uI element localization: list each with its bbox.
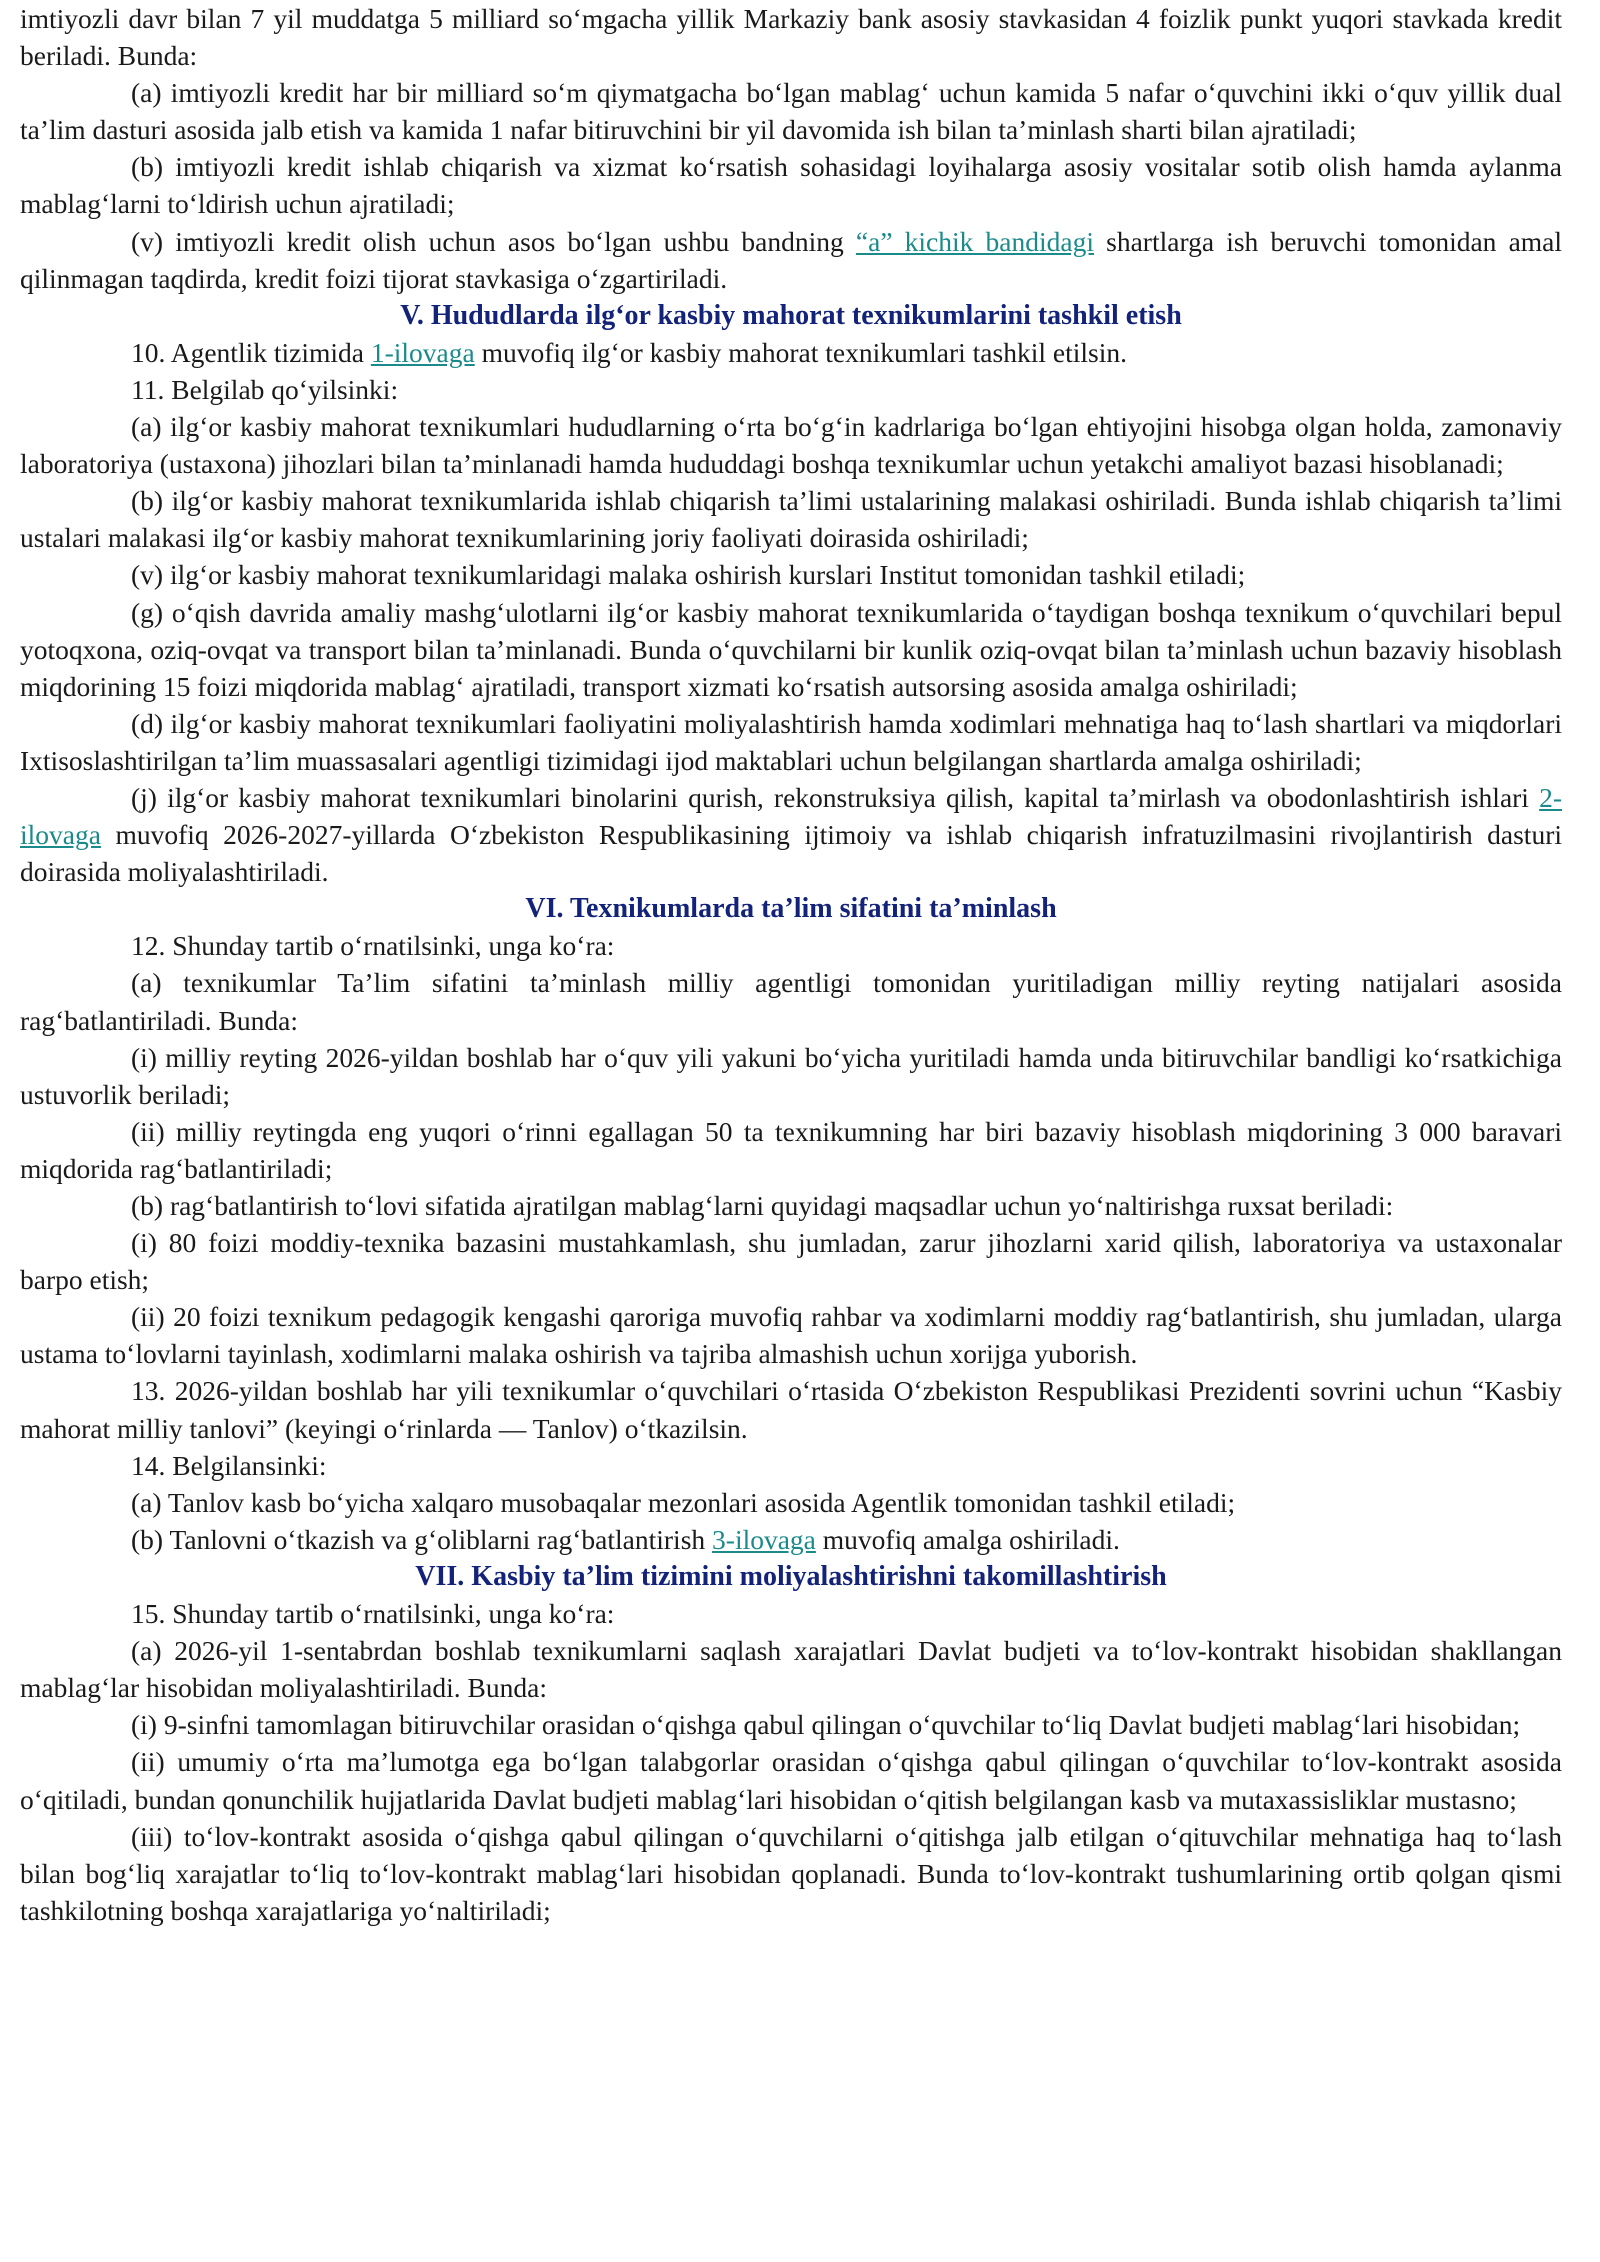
paragraph [20, 1521, 1562, 1558]
paragraph [20, 482, 1562, 556]
paragraph [20, 779, 1562, 890]
paragraph [20, 371, 1562, 408]
paragraph-text: muvofiq 2026-2027-yillarda O‘zbekiston Respublikasining ijtimoiy va ishlab chiqarish infratuzilmasini rivojlantirish dasturi doirasida moliyalashtiriladi. [20, 819, 1562, 888]
paragraph-text: 12. Shunday tartib o‘rnatilsinki, unga ko‘ra: [131, 930, 615, 962]
paragraph [20, 964, 1562, 1038]
section-heading: VI. Texnikumlarda ta’lim sifatini ta’minlash [525, 893, 1057, 925]
paragraph [20, 148, 1562, 222]
document-reference-link[interactable]: 2-ilovaga [20, 781, 1562, 851]
paragraph-text: (a) 2026-yil 1-sentabrdan boshlab texnikumlarni saqlash xarajatlari Davlat budjeti va to‘lov-kontrakt hisobidan shakllangan mablag‘lar hisobidan moliyalashtiriladi. Bunda: [20, 1635, 1562, 1704]
paragraph-text: 13. 2026-yildan boshlab har yili texnikumlar o‘quvchilari o‘rtasida O‘zbekiston Respublikasi Prezidenti sovrini uchun “Kasbiy mahorat milliy tanlovi” (keyingi o‘rinlarda — Tanlov) o‘tkazilsin. [20, 1375, 1562, 1444]
paragraph-text: (b) ilg‘or kasbiy mahorat texnikumlarida ishlab chiqarish ta’limi ustalarining malakasi oshiriladi. Bunda ishlab chiqarish ta’limi ustalari malakasi ilg‘or kasbiy mahorat texnikumlarining joriy faoliyati doirasida oshiriladi; [20, 485, 1562, 554]
paragraph [20, 1595, 1562, 1632]
paragraph-text: (a) Tanlov kasb bo‘yicha xalqaro musobaqalar mezonlari asosida Agentlik tomonidan tashkil etiladi; [131, 1486, 1236, 1518]
paragraph [20, 1372, 1562, 1446]
paragraph-text: imtiyozli davr bilan 7 yil muddatga 5 milliard so‘mgacha yillik Markaziy bank asosiy stavkasidan 4 foizlik punkt yuqori stavkada kredit beriladi. Bunda: [20, 3, 1562, 72]
paragraph [20, 1224, 1562, 1298]
paragraph-text: (b) imtiyozli kredit ishlab chiqarish va xizmat ko‘rsatish sohasidagi loyihalarga asosiy vositalar sotib olish hamda aylanma mablag‘larni to‘ldirish uchun ajratiladi; [20, 151, 1562, 220]
paragraph-text: (ii) umumiy o‘rta ma’lumotga ega bo‘lgan talabgorlar orasidan o‘qishga qabul qilingan o‘quvchilar to‘lov-kontrakt asosida o‘qitiladi, bundan qonunchilik hujjatlarida Davlat budjeti mablag‘lari hisobidan o‘qitish belgilangan kasb va mutaxassisliklar mustasno; [20, 1746, 1562, 1815]
paragraph [20, 1113, 1562, 1187]
paragraph-text: (b) Tanlovni o‘tkazish va g‘oliblarni rag‘batlantirish [131, 1523, 713, 1555]
section-heading: VII. Kasbiy ta’lim tizimini moliyalashtirishni takomillashtirish [415, 1560, 1167, 1592]
paragraph-text: (v) ilg‘or kasbiy mahorat texnikumlaridagi malaka oshirish kurslari Institut tomonidan tashkil etiladi; [131, 559, 1246, 591]
paragraph [20, 408, 1562, 482]
document-reference-link[interactable]: 3-ilovaga [712, 1523, 816, 1555]
paragraph-text: 14. Belgilansinki: [131, 1449, 327, 1481]
paragraph-text: (a) texnikumlar Ta’lim sifatini ta’minlash milliy agentligi tomonidan yuritiladigan milliy reyting natijalari asosida rag‘batlantiriladi. Bunda: [20, 967, 1562, 1036]
paragraph [20, 1187, 1562, 1224]
paragraph-text: muvofiq amalga oshiriladi. [815, 1523, 1120, 1555]
paragraph [20, 0, 1562, 74]
paragraph [20, 1632, 1562, 1706]
paragraph-text: (iii) to‘lov-kontrakt asosida o‘qishga qabul qilingan o‘quvchilarni o‘qitishga jalb etilgan o‘qituvchilar mehnatiga haq to‘lash bilan bog‘liq xarajatlar to‘liq to‘lov-kontrakt mablag‘lari hisobidan qoplanadi. Bunda to‘lov-kontrakt tushumlarining ortib qolgan qismi tashkilotning boshqa xarajatlariga yo‘naltiriladi; [20, 1820, 1562, 1926]
paragraph-text: (b) rag‘batlantirish to‘lovi sifatida ajratilgan mablag‘larni quyidagi maqsadlar uchun yo‘naltirishga ruxsat beriladi: [131, 1190, 1394, 1221]
paragraph-text: (ii) milliy reytingda eng yuqori o‘rinni egallagan 50 ta texnikumning har biri bazaviy hisoblash miqdorining 3 000 baravari miqdorida rag‘batlantiriladi; [20, 1115, 1562, 1184]
paragraph-text: (ii) 20 foizi texnikum pedagogik kengashi qaroriga muvofiq rahbar va xodimlarni moddiy rag‘batlantirish, shu jumladan, ularga ustama to‘lovlarni tayinlash, xodimlarni malaka oshirish va tajriba almashish uchun xorijga yuborish. [20, 1301, 1562, 1370]
paragraph-text: (a) ilg‘or kasbiy mahorat texnikumlari hududlarning o‘rta bo‘g‘in kadrlariga bo‘lgan ehtiyojini hisobga olgan holda, zamonaviy laboratoriya (ustaxona) jihozlari bilan ta’minlanadi hamda hududdagi boshqa texnikumlar uchun yetakchi amaliyot bazasi hisoblanadi; [20, 411, 1562, 480]
paragraph [20, 74, 1562, 148]
paragraph [20, 1706, 1562, 1743]
paragraph-text: 15. Shunday tartib o‘rnatilsinki, unga ko‘ra: [131, 1598, 615, 1630]
paragraph-text: (i) 80 foizi moddiy-texnika bazasini mustahkamlash, shu jumladan, zarur jihozlarni xarid qilish, laboratoriya va ustaxonalar barpo etish; [20, 1227, 1562, 1296]
section-heading: V. Hududlarda ilg‘or kasbiy mahorat texnikumlarini tashkil etish [400, 299, 1182, 331]
paragraph [20, 705, 1562, 779]
paragraph-text: (j) ilg‘or kasbiy mahorat texnikumlari binolarini qurish, rekonstruksiya qilish, kapital ta’mirlash va obodonlashtirish ishlari [131, 781, 1540, 813]
paragraph-text: (g) o‘qish davrida amaliy mashg‘ulotlarni ilg‘or kasbiy mahorat texnikumlarida o‘taydigan boshqa texnikum o‘quvchilari bepul yotoqxona, oziq-ovqat va transport bilan ta’minlanadi. Bunda o‘quvchilarni bir kunlik oziq-ovqat bilan ta’minlash uchun bazaviy hisoblash miqdorining 15 foizi miqdorida mablag‘ ajratiladi, transport xizmati ko‘rsatish autsorsing asosida amalga oshiriladi; [20, 596, 1562, 702]
paragraph-text: muvofiq ilg‘or kasbiy mahorat texnikumlari tashkil etilsin. [474, 336, 1127, 368]
paragraph [20, 594, 1562, 705]
paragraph [20, 223, 1562, 297]
paragraph [20, 1039, 1562, 1113]
paragraph [20, 1818, 1562, 1929]
paragraph-text: 10. Agentlik tizimida [131, 336, 371, 368]
paragraph [20, 1743, 1562, 1817]
document-reference-link[interactable]: “a” kichik bandidagi [855, 225, 1094, 257]
paragraph-text: shartlarga ish beruvchi tomonidan amal qilinmagan taqdirda, kredit foizi tijorat stavkasiga o‘zgartiriladi. [20, 225, 1563, 294]
paragraph [20, 1447, 1562, 1484]
paragraph [20, 1484, 1562, 1521]
paragraph-text: (d) ilg‘or kasbiy mahorat texnikumlari faoliyatini moliyalashtirish hamda xodimlari mehnatiga haq to‘lash shartlari va miqdorlari Ixtisoslashtirilgan ta’lim muassasalari agentligi tizimidagi ijod maktablari uchun belgilangan shartlarda amalga oshiriladi; [20, 707, 1562, 776]
paragraph [20, 927, 1562, 964]
paragraph-text: (i) milliy reyting 2026-yildan boshlab har o‘quv yili yakuni bo‘yicha yuritiladi hamda unda bitiruvchilar bandligi ko‘rsatkichiga ustuvorlik beriladi; [20, 1041, 1562, 1110]
paragraph-text: (v) imtiyozli kredit olish uchun asos bo‘lgan ushbu bandning [131, 225, 856, 257]
paragraph-text: (a) imtiyozli kredit har bir milliard so‘m qiymatgacha bo‘lgan mablag‘ uchun kamida 5 nafar o‘quvchini ikki o‘quv yillik dual ta’lim dasturi asosida jalb etish va kamida 1 nafar bitiruvchini bir yil davomida ish bilan ta’minlash sharti bilan ajratiladi; [20, 77, 1562, 146]
paragraph [20, 556, 1562, 593]
paragraph [20, 1298, 1562, 1372]
document-reference-link[interactable]: 1-ilovaga [370, 336, 475, 368]
paragraph-text: (i) 9-sinfni tamomlagan bitiruvchilar orasidan o‘qishga qabul qilingan o‘quvchilar to‘liq Davlat budjeti mablag‘lari hisobidan; [131, 1709, 1521, 1741]
paragraph-text: 11. Belgilab qo‘yilsinki: [131, 373, 399, 405]
paragraph [20, 334, 1562, 371]
